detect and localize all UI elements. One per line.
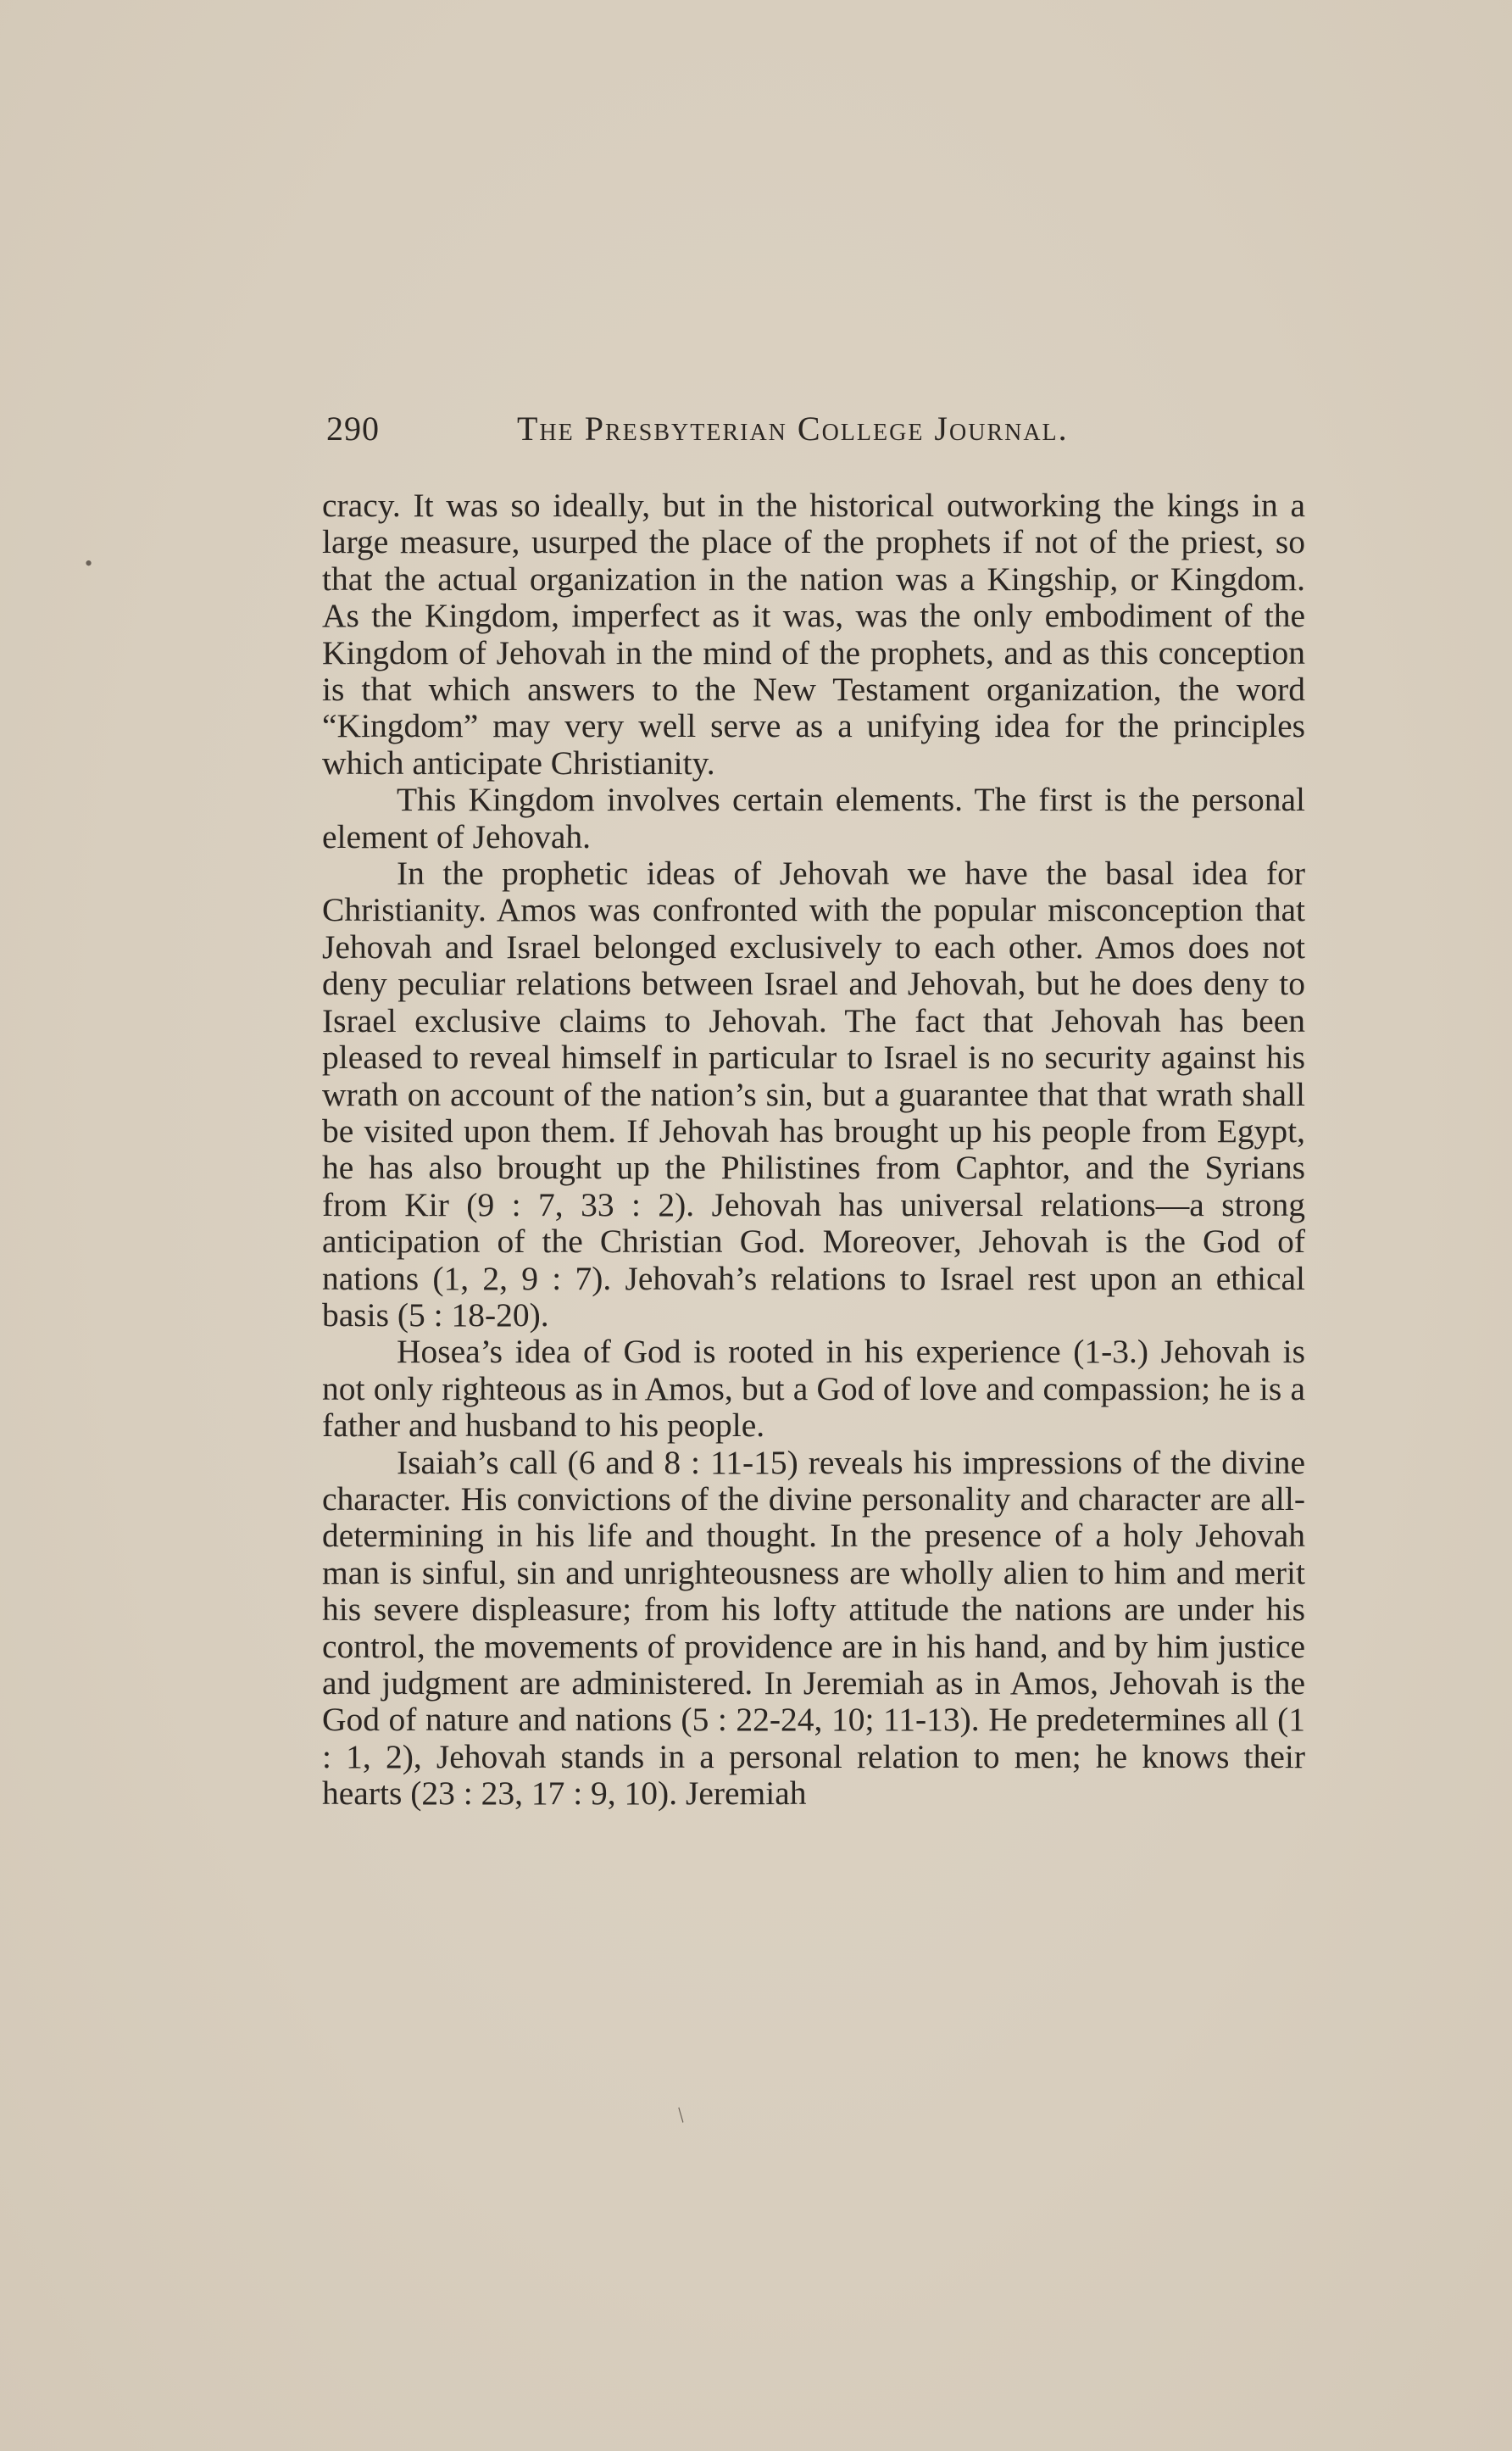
running-title: The Presbyterian College Journal. (517, 409, 1069, 448)
page-header (326, 409, 1182, 460)
paragraph-4: Hosea’s idea of God is rooted in his experience (1-3.) Jehovah is not only righteous as in Amos, but a God of love and compassion; he is a father and husband to his people. (322, 1333, 1305, 1445)
paragraph-5: Isaiah’s call (6 and 8 : 11-15) reveals his impressions of the divine character. His convictions of the divine personality and character are all-determining in his life and thought. In the presence of a holy Jehovah man is sinful, sin and unrighteousness are wholly alien to him and merit his severe displeasure; from his lofty attitude the nations are under his control, the movements of providence are in his hand, and by him justice and judgment are administered. In Jeremiah as in Amos, Jehovah is the God of nature and nations (5 : 22-24, 10; 11-13). He predetermines all (1 : 1, 2), Jehovah stands in a personal relation to men; he knows their hearts (23 : 23, 17 : 9, 10). Jeremiah (322, 1443, 1305, 1813)
paragraph-1: cracy. It was so ideally, but in the historical outworking the kings in a large measure, usurped the place of the prophets if not of the priest, so that the actual organization in the nation was a Kingship, or Kingdom. As the Kingdom, imperfect as it was, was the only embodiment of the Kingdom of Jehovah in the mind of the prophets, and as this conception is that which answers to the New Testament organization, the word “Kingdom” may very well serve as a unifying idea for the principles which anticipate Christianity. (322, 487, 1305, 782)
speck-mark: • (85, 551, 93, 576)
body-text (322, 487, 1305, 1813)
paragraph-3: In the prophetic ideas of Jehovah we have the basal idea for Christianity. Amos was confronted with the popular misconception that Jehovah and Israel belonged exclusively to each other. Amos does not deny peculiar relations between Israel and Jehovah, but he does deny to Israel exclusive claims to Jehovah. The fact that Jehovah has been pleased to reveal himself in particular to Israel is no security against his wrath on account of the nation’s sin, but a guarantee that that wrath shall be visited upon them. If Jehovah has brought up his people from Egypt, he has also brought up the Philistines from Caphtor, and the Syrians from Kir (9 : 7, 33 : 2). Jehovah has universal relations—a strong anticipation of the Christian God. Moreover, Jehovah is the God of nations (1, 2, 9 : 7). Jehovah’s relations to Israel rest upon an ethical basis (5 : 18-20). (322, 855, 1305, 1334)
page-number: 290 (326, 409, 380, 448)
stray-mark: / (671, 2103, 691, 2127)
paragraph-2: This Kingdom involves certain elements. The first is the personal element of Jehovah. (322, 781, 1305, 855)
